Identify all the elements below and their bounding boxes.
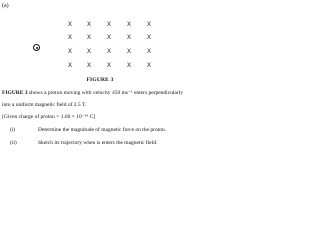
field-into-page-mark: X [106, 49, 111, 55]
field-into-page-mark: X [146, 49, 151, 55]
field-into-page-mark: X [146, 35, 151, 41]
field-into-page-mark: X [146, 63, 151, 69]
given-data-line: [Given charge of proton = 1.60 × 10⁻¹⁹ C] [2, 114, 96, 120]
field-into-page-mark: X [126, 22, 131, 28]
field-into-page-mark: X [106, 35, 111, 41]
field-into-page-mark: X [86, 49, 91, 55]
field-into-page-mark: X [67, 22, 72, 28]
field-into-page-mark: X [86, 35, 91, 41]
question-number: (i) [10, 127, 16, 133]
figure-caption: FIGURE 3 [86, 77, 114, 83]
description-line-1-text: shows a proton moving with velocity 450 ms⁻¹ enters perpendicularly [27, 90, 183, 96]
description-line-2: into a uniform magnetic field of 2.5 T. [2, 102, 87, 108]
proton-icon [33, 44, 40, 51]
field-into-page-mark: X [86, 22, 91, 28]
field-into-page-mark: X [126, 63, 131, 69]
figure-reference: FIGURE 3 [2, 90, 28, 96]
field-into-page-mark: X [67, 63, 72, 69]
field-into-page-mark: X [106, 63, 111, 69]
description-line-1 [2, 90, 183, 96]
field-into-page-mark: X [67, 49, 72, 55]
field-into-page-mark: X [106, 22, 111, 28]
question-number: (ii) [10, 140, 17, 146]
field-into-page-mark: X [67, 35, 72, 41]
field-into-page-mark: X [126, 49, 131, 55]
field-into-page-mark: X [126, 35, 131, 41]
field-into-page-mark: X [146, 22, 151, 28]
field-into-page-mark: X [86, 63, 91, 69]
question-text: Sketch its trajectory when is enters the magnetic field. [38, 140, 158, 146]
part-label: (a) [2, 3, 9, 9]
magnetic-field-diagram [0, 0, 200, 80]
question-text: Determine the magnitude of magnetic force on the proton. [38, 127, 167, 133]
